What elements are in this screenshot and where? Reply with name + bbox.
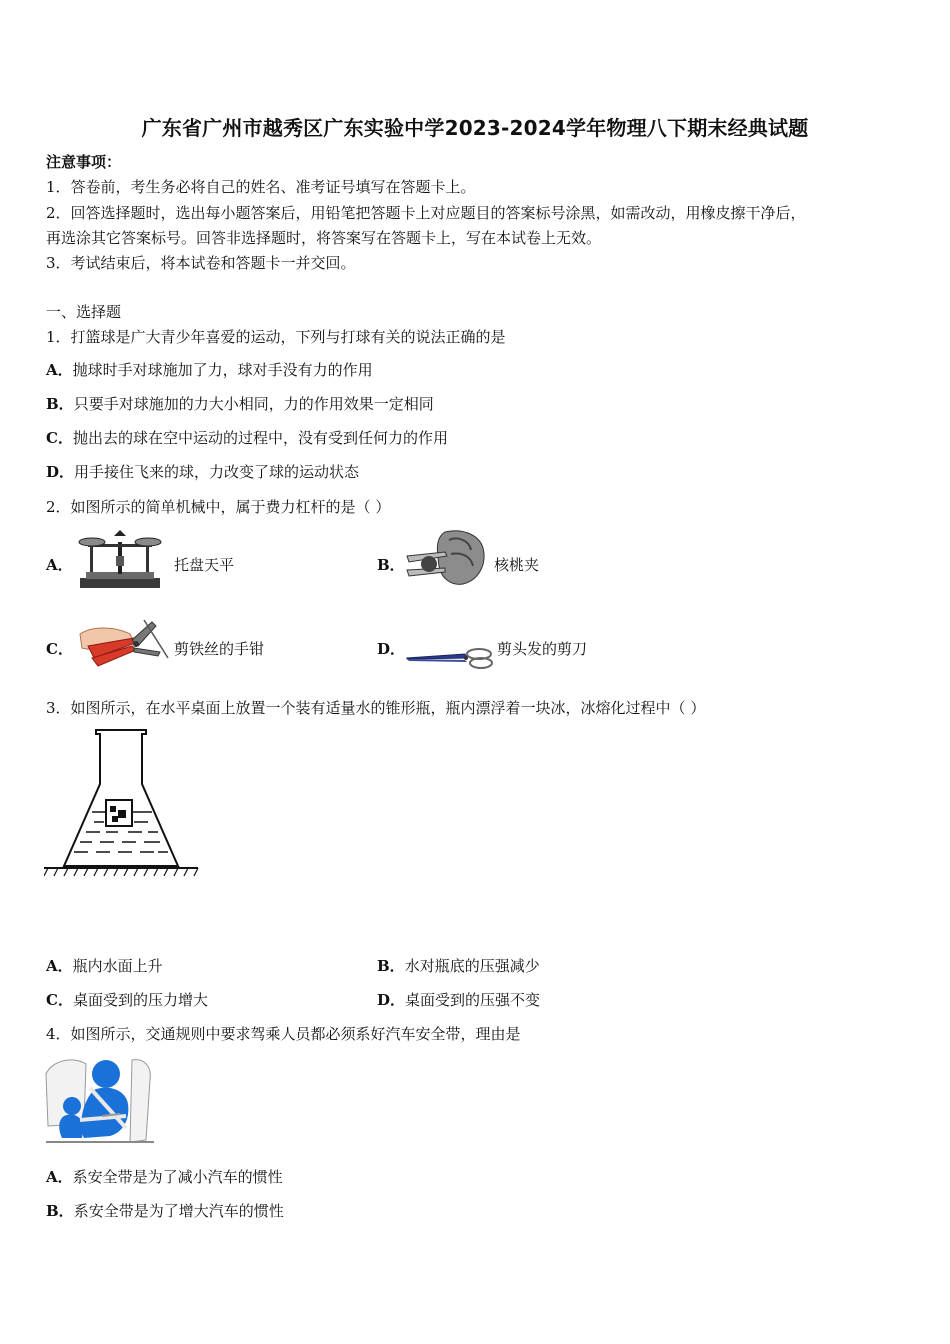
question-1-stem: 1．打篮球是广大青少年喜爱的运动，下列与打球有关的说法正确的是	[46, 328, 506, 346]
q3-option-a[interactable]	[46, 956, 163, 976]
q2-option-b-text: 核桃夹	[494, 556, 540, 574]
q2-option-d-letter[interactable]: D．	[377, 640, 406, 658]
q2-option-a-letter[interactable]: A．	[46, 556, 73, 574]
q2-option-b-letter[interactable]: B．	[377, 556, 405, 574]
q2-option-c-letter[interactable]: C．	[46, 640, 73, 658]
q1-option-a[interactable]	[46, 360, 373, 380]
option-letter: C．	[46, 429, 73, 447]
q2-option-d-text: 剪头发的剪刀	[497, 640, 588, 658]
notice-item: 1．答卷前，考生务必将自己的姓名、准考证号填写在答题卡上。	[46, 178, 476, 196]
q4-option-a[interactable]	[46, 1167, 283, 1187]
question-4-stem: 4．如图所示，交通规则中要求驾乘人员都必须系好汽车安全带，理由是	[46, 1025, 521, 1043]
question-3-stem: 3．如图所示，在水平桌面上放置一个装有适量水的锥形瓶，瓶内漂浮着一块冰，冰熔化过程中（ ）	[46, 699, 706, 717]
section-heading: 一、选择题	[46, 303, 122, 321]
option-text: 只要手对球施加的力大小相同，力的作用效果一定相同	[73, 395, 434, 413]
option-text: 瓶内水面上升	[72, 957, 163, 975]
option-letter: A．	[46, 957, 73, 975]
option-text: 系安全带是为了增大汽车的惯性	[73, 1202, 284, 1220]
page-title: 广东省广州市越秀区广东实验中学2023-2024学年物理八下期末经典试题	[141, 116, 809, 140]
option-letter: B．	[46, 1202, 74, 1220]
option-letter: A．	[46, 1168, 73, 1186]
seatbelt-passengers-illustration	[44, 1054, 156, 1148]
notice-item: 再选涂其它答案标号。回答非选择题时，将答案写在答题卡上，写在本试卷上无效。	[46, 229, 602, 247]
option-letter: D．	[377, 991, 406, 1009]
question-2-stem: 2．如图所示的简单机械中，属于费力杠杆的是（ ）	[46, 498, 391, 516]
notice-item: 3．考试结束后，将本试卷和答题卡一并交回。	[46, 254, 356, 272]
pliers-icon	[74, 612, 170, 672]
q3-option-d[interactable]	[377, 990, 540, 1010]
q2-option-c-text: 剪铁丝的手钳	[174, 640, 265, 658]
q2-option-a-text: 托盘天平	[174, 556, 235, 574]
option-text: 桌面受到的压力增大	[72, 991, 208, 1009]
q3-option-b[interactable]	[377, 956, 540, 976]
q1-option-d[interactable]	[46, 462, 359, 482]
conical-flask-diagram	[44, 726, 202, 878]
notice-heading: 注意事项：	[46, 153, 122, 171]
q1-option-b[interactable]	[46, 394, 434, 414]
option-text: 水对瓶底的压强减少	[404, 957, 540, 975]
option-text: 系安全带是为了减小汽车的惯性	[72, 1168, 283, 1186]
option-letter: B．	[377, 957, 405, 975]
option-letter: B．	[46, 395, 74, 413]
option-text: 抛球时手对球施加了力，球对手没有力的作用	[72, 361, 373, 379]
option-text: 抛出去的球在空中运动的过程中，没有受到任何力的作用	[72, 429, 448, 447]
q3-option-c[interactable]	[46, 990, 208, 1010]
option-letter: D．	[46, 463, 75, 481]
q1-option-c[interactable]	[46, 428, 448, 448]
option-text: 用手接住飞来的球，力改变了球的运动状态	[74, 463, 360, 481]
option-letter: A．	[46, 361, 73, 379]
q4-option-b[interactable]	[46, 1201, 284, 1221]
scissors-icon	[405, 646, 495, 670]
option-letter: C．	[46, 991, 73, 1009]
notice-item: 2．回答选择题时，选出每小题答案后，用铅笔把答题卡上对应题目的答案标号涂黑，如需改动，用橡皮擦干净后，	[46, 204, 806, 222]
balance-scale-icon	[76, 528, 164, 592]
nutcracker-icon	[405, 526, 489, 590]
option-text: 桌面受到的压强不变	[405, 991, 541, 1009]
